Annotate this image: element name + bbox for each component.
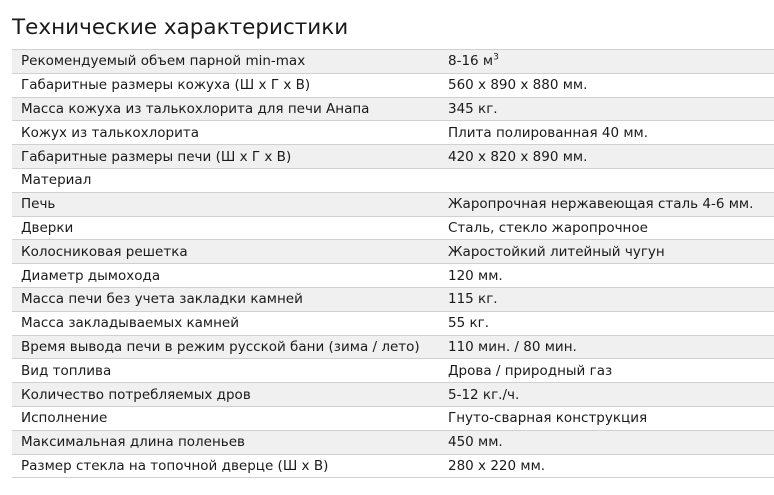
spec-label: Масса закладываемых камней	[12, 311, 439, 335]
spec-value: Жаропрочная нержавеющая сталь 4-6 мм.	[439, 192, 774, 216]
spec-value: Плита полированная 40 мм.	[439, 121, 774, 145]
table-row	[12, 264, 774, 288]
spec-value: Дрова / природный газ	[439, 359, 774, 383]
table-row	[12, 73, 774, 97]
spec-label: Кожух из талькохлорита	[12, 121, 439, 145]
spec-label: Масса печи без учета закладки камней	[12, 287, 439, 311]
spec-table	[12, 49, 774, 478]
table-row	[12, 335, 774, 359]
spec-value: 280 х 220 мм.	[439, 454, 774, 478]
spec-label: Диаметр дымохода	[12, 264, 439, 288]
superscript: 3	[493, 52, 499, 63]
spec-label: Размер стекла на топочной дверце (Ш х В)	[12, 454, 439, 478]
table-row	[12, 192, 774, 216]
table-row	[12, 287, 774, 311]
spec-value: 110 мин. / 80 мин.	[439, 335, 774, 359]
spec-value: Сталь, стекло жаропрочное	[439, 216, 774, 240]
table-row	[12, 121, 774, 145]
spec-value: 560 х 890 х 880 мм.	[439, 73, 774, 97]
spec-label: Рекомендуемый объем парной min-max	[12, 50, 439, 74]
spec-value: 420 х 820 х 890 мм.	[439, 145, 774, 169]
spec-value: 5-12 кг./ч.	[439, 383, 774, 407]
spec-value	[439, 168, 774, 192]
table-row	[12, 216, 774, 240]
table-row	[12, 311, 774, 335]
table-row	[12, 430, 774, 454]
spec-label: Количество потребляемых дров	[12, 383, 439, 407]
spec-label: Габаритные размеры кожуха (Ш х Г х В)	[12, 73, 439, 97]
table-row	[12, 97, 774, 121]
spec-value: 345 кг.	[439, 97, 774, 121]
spec-value: 120 мм.	[439, 264, 774, 288]
table-row	[12, 406, 774, 430]
spec-value: 115 кг.	[439, 287, 774, 311]
spec-label: Габаритные размеры печи (Ш х Г х В)	[12, 145, 439, 169]
table-row	[12, 383, 774, 407]
spec-label: Максимальная длина поленьев	[12, 430, 439, 454]
spec-value	[439, 50, 774, 74]
spec-value: 55 кг.	[439, 311, 774, 335]
spec-value: Жаростойкий литейный чугун	[439, 240, 774, 264]
table-row	[12, 454, 774, 478]
spec-value: Гнуто-сварная конструкция	[439, 406, 774, 430]
spec-label: Материал	[12, 168, 439, 192]
table-row	[12, 145, 774, 169]
table-row	[12, 359, 774, 383]
section-title: Технические характеристики	[12, 15, 349, 40]
table-row	[12, 50, 774, 74]
spec-value-text: 8-16 м	[448, 53, 494, 70]
spec-label: Масса кожуха из талькохлорита для печи Анапа	[12, 97, 439, 121]
table-row	[12, 168, 774, 192]
spec-value: 450 мм.	[439, 430, 774, 454]
spec-label: Исполнение	[12, 406, 439, 430]
spec-label: Вид топлива	[12, 359, 439, 383]
spec-label: Печь	[12, 192, 439, 216]
table-row	[12, 240, 774, 264]
spec-label: Время вывода печи в режим русской бани (зима / лето)	[12, 335, 439, 359]
spec-label: Колосниковая решетка	[12, 240, 439, 264]
spec-label: Дверки	[12, 216, 439, 240]
